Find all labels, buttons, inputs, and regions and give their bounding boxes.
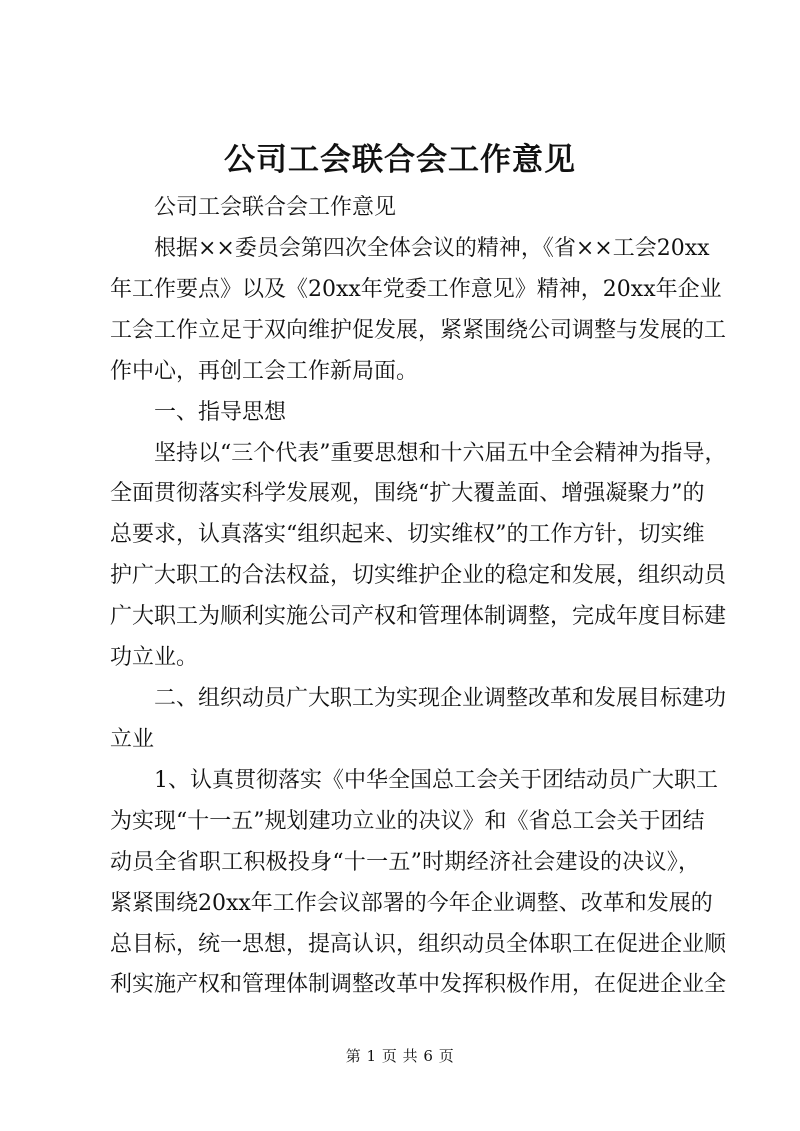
paragraph-line: 动员全省职工积极投身“十一五”时期经济社会建设的决议》， — [110, 849, 700, 875]
paragraph-line: 工会工作立足于双向维护促发展，紧紧围绕公司调整与发展的工 — [110, 317, 727, 343]
paragraph-line: 作中心，再创工会工作新局面。 — [110, 358, 419, 384]
paragraph-line: 功立业。 — [110, 645, 199, 671]
paragraph-line: 根据××委员会第四次全体会议的精神，《省××工会20xx — [154, 235, 710, 261]
paragraph-line: 广大职工为顺利实施公司产权和管理体制调整，完成年度目标建 — [110, 604, 727, 630]
page-title: 公司工会联合会工作意见 — [224, 142, 576, 178]
paragraph-line: 1、认真贯彻落实《中华全国总工会关于团结动员广大职工 — [154, 767, 718, 793]
paragraph-line: 总目标，统一思想，提高认识，组织动员全体职工在促进企业顺 — [110, 931, 727, 957]
paragraph-line: 为实现“十一五”规划建功立业的决议》和《省总工会关于团结 — [110, 808, 705, 834]
section-heading: 一、指导思想 — [154, 399, 287, 425]
paragraph-line: 利实施产权和管理体制调整改革中发挥积极作用，在促进企业全 — [110, 972, 727, 998]
subtitle-line: 公司工会联合会工作意见 — [154, 195, 397, 220]
paragraph-line: 年工作要点》以及《20xx年党委工作意见》精神，20xx年企业 — [110, 276, 722, 302]
section-heading: 立业 — [110, 726, 155, 752]
paragraph-line: 总要求，认真落实“组织起来、切实维权”的工作方针，切实维 — [110, 522, 705, 548]
paragraph-line: 全面贯彻落实科学发展观，围绕“扩大覆盖面、增强凝聚力”的 — [110, 481, 705, 507]
paragraph-line: 坚持以“三个代表”重要思想和十六届五中全会精神为指导， — [154, 440, 727, 466]
section-heading: 二、组织动员广大职工为实现企业调整改革和发展目标建功 — [154, 686, 727, 712]
paragraph-line: 护广大职工的合法权益，切实维护企业的稳定和发展，组织动员 — [110, 563, 727, 589]
page-footer: 第 1 页 共 6 页 — [345, 1047, 455, 1065]
paragraph-line: 紧紧围绕20xx年工作会议部署的今年企业调整、改革和发展的 — [110, 890, 713, 916]
